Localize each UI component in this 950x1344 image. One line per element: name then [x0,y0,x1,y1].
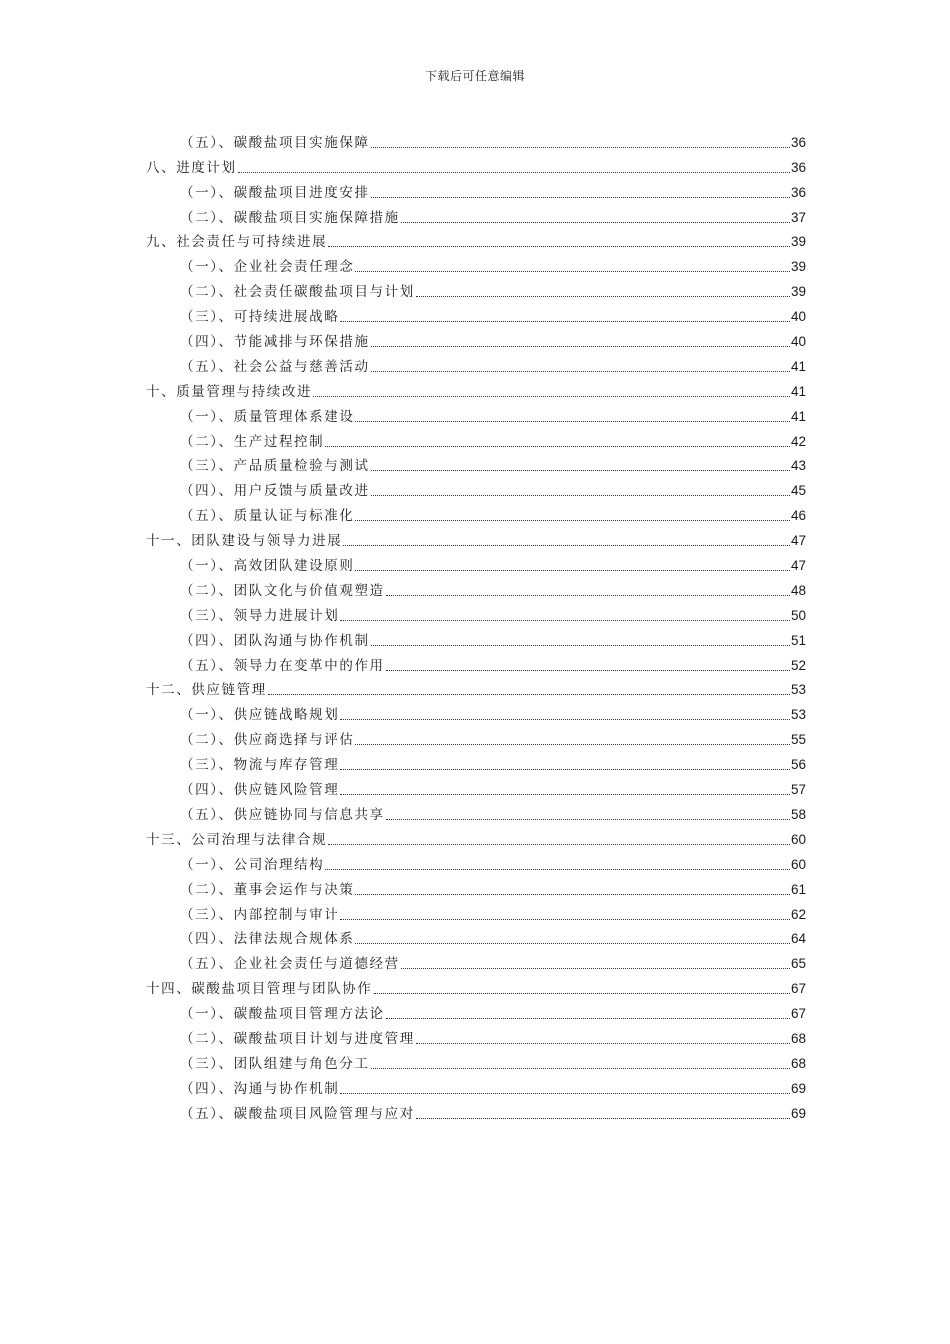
toc-dot-leader [374,992,790,994]
toc-dot-leader [328,843,790,845]
toc-entry-title: （二）、社会责任碳酸盐项目与计划 [180,284,415,301]
toc-page-number: 53 [790,682,806,698]
toc-entry-title: 八、进度计划 [146,159,237,176]
toc-dot-leader [340,718,790,720]
toc-section-entry[interactable] [146,624,806,649]
toc-section-entry[interactable] [146,275,806,300]
toc-section-entry[interactable] [146,549,806,574]
toc-page-number: 40 [790,334,806,350]
toc-dot-leader [371,494,790,496]
toc-entry-title: （二）、供应商选择与评估 [180,732,355,749]
toc-dot-leader [355,270,790,272]
toc-section-entry[interactable] [146,1022,806,1047]
toc-dot-leader [416,1117,790,1119]
toc-dot-leader [371,370,790,372]
toc-entry-title: （四）、法律法规合规体系 [180,931,355,948]
toc-section-entry[interactable] [146,201,806,226]
toc-entry-title: 九、社会责任与可持续进展 [146,234,328,251]
toc-section-entry[interactable] [146,898,806,923]
toc-entry-title: （一）、企业社会责任理念 [180,259,355,276]
toc-entry-title: （四）、团队沟通与协作机制 [180,632,370,649]
toc-section-entry[interactable] [146,698,806,723]
toc-dot-leader [313,395,790,397]
toc-entry-title: （四）、沟通与协作机制 [180,1080,340,1097]
toc-section-entry[interactable] [146,649,806,674]
toc-chapter-entry[interactable] [146,375,806,400]
toc-page-number: 39 [790,284,806,300]
toc-page-number: 46 [790,508,806,524]
toc-dot-leader [325,445,790,447]
toc-page-number: 57 [790,782,806,798]
toc-page-number: 68 [790,1030,806,1046]
toc-chapter-entry[interactable] [146,674,806,699]
toc-entry-title: （二）、生产过程控制 [180,433,325,450]
toc-page-number: 60 [790,856,806,872]
toc-section-entry[interactable] [146,425,806,450]
toc-entry-title: （三）、领导力进展计划 [180,607,340,624]
toc-entry-title: （五）、企业社会责任与道德经营 [180,956,400,973]
toc-page-number: 51 [790,632,806,648]
toc-entry-title: 十二、供应链管理 [146,682,267,699]
toc-section-entry[interactable] [146,997,806,1022]
toc-dot-leader [386,818,790,820]
toc-dot-leader [355,893,790,895]
toc-section-entry[interactable] [146,474,806,499]
toc-entry-title: （五）、质量认证与标准化 [180,508,355,525]
toc-dot-leader [416,295,790,297]
toc-page-number: 52 [790,657,806,673]
toc-section-entry[interactable] [146,499,806,524]
toc-page-number: 36 [790,134,806,150]
toc-page-number: 67 [790,981,806,997]
toc-entry-title: （五）、碳酸盐项目实施保障 [180,134,370,151]
toc-entry-title: （一）、高效团队建设原则 [180,558,355,575]
toc-entry-title: （二）、碳酸盐项目计划与进度管理 [180,1030,415,1047]
toc-section-entry[interactable] [146,723,806,748]
toc-page-number: 48 [790,582,806,598]
toc-dot-leader [386,669,790,671]
toc-dot-leader [340,1092,790,1094]
toc-page-number: 39 [790,259,806,275]
toc-dot-leader [371,345,790,347]
toc-page-number: 40 [790,309,806,325]
toc-section-entry[interactable] [146,1072,806,1097]
toc-dot-leader [371,146,790,148]
toc-page-number: 42 [790,433,806,449]
toc-dot-leader [325,868,790,870]
toc-section-entry[interactable] [146,923,806,948]
toc-dot-leader [328,245,790,247]
toc-section-entry[interactable] [146,848,806,873]
toc-entry-title: （一）、碳酸盐项目进度安排 [180,184,370,201]
toc-dot-leader [371,644,790,646]
toc-entry-title: （二）、团队文化与价值观塑造 [180,582,385,599]
toc-entry-title: （一）、供应链战略规划 [180,707,340,724]
toc-page-number: 39 [790,234,806,250]
toc-page-number: 36 [790,184,806,200]
toc-dot-leader [386,594,790,596]
toc-page-number: 55 [790,732,806,748]
toc-page-number: 67 [790,1006,806,1022]
toc-dot-leader [355,519,790,521]
toc-page-number: 41 [790,408,806,424]
toc-section-entry[interactable] [146,748,806,773]
page-header: 下载后可任意编辑 [424,69,525,83]
toc-page-number: 41 [790,358,806,374]
toc-section-entry[interactable] [146,126,806,151]
toc-chapter-entry[interactable] [146,823,806,848]
toc-dot-leader [268,693,790,695]
toc-dot-leader [340,320,790,322]
toc-section-entry[interactable] [146,300,806,325]
toc-section-entry[interactable] [146,798,806,823]
toc-page-number: 50 [790,607,806,623]
toc-chapter-entry[interactable] [146,524,806,549]
toc-section-entry[interactable] [146,250,806,275]
toc-page-number: 43 [790,458,806,474]
toc-page-number: 58 [790,806,806,822]
toc-dot-leader [371,469,790,471]
toc-page-number: 69 [790,1080,806,1096]
toc-dot-leader [340,793,790,795]
toc-section-entry[interactable] [146,574,806,599]
table-of-contents [146,126,806,1122]
toc-dot-leader [401,221,790,223]
toc-section-entry[interactable] [146,773,806,798]
toc-section-entry[interactable] [146,325,806,350]
toc-page-number: 37 [790,209,806,225]
toc-entry-title: （五）、供应链协同与信息共享 [180,806,385,823]
toc-dot-leader [355,420,790,422]
toc-entry-title: 十四、碳酸盐项目管理与团队协作 [146,981,373,998]
toc-entry-title: （四）、用户反馈与质量改进 [180,483,370,500]
toc-page-number: 47 [790,558,806,574]
toc-section-entry[interactable] [146,400,806,425]
toc-section-entry[interactable] [146,450,806,475]
toc-entry-title: 十三、公司治理与法律合规 [146,831,328,848]
toc-dot-leader [340,619,790,621]
toc-entry-title: （三）、内部控制与审计 [180,906,340,923]
toc-entry-title: （三）、可持续进展战略 [180,309,340,326]
toc-entry-title: （五）、碳酸盐项目风险管理与应对 [180,1105,415,1122]
toc-section-entry[interactable] [146,947,806,972]
toc-chapter-entry[interactable] [146,151,806,176]
toc-entry-title: （五）、领导力在变革中的作用 [180,657,385,674]
toc-chapter-entry[interactable] [146,226,806,251]
toc-page-number: 62 [790,906,806,922]
toc-dot-leader [401,967,790,969]
toc-entry-title: （三）、产品质量检验与测试 [180,458,370,475]
toc-entry-title: （二）、碳酸盐项目实施保障措施 [180,209,400,226]
toc-page-number: 60 [790,831,806,847]
toc-page-number: 45 [790,483,806,499]
toc-dot-leader [416,1042,790,1044]
toc-dot-leader [355,942,790,944]
toc-dot-leader [355,569,790,571]
toc-section-entry[interactable] [146,176,806,201]
toc-entry-title: （一）、公司治理结构 [180,856,325,873]
toc-entry-title: （四）、节能减排与环保措施 [180,334,370,351]
toc-page-number: 68 [790,1055,806,1071]
toc-dot-leader [371,196,790,198]
toc-page-number: 47 [790,533,806,549]
toc-entry-title: （三）、物流与库存管理 [180,757,340,774]
toc-dot-leader [340,918,790,920]
toc-dot-leader [238,171,790,173]
toc-page-number: 53 [790,707,806,723]
toc-page-number: 61 [790,881,806,897]
toc-dot-leader [343,544,790,546]
toc-dot-leader [386,1017,790,1019]
toc-entry-title: （五）、社会公益与慈善活动 [180,358,370,375]
toc-dot-leader [371,1067,790,1069]
toc-page-number: 64 [790,931,806,947]
toc-section-entry[interactable] [146,1097,806,1122]
toc-section-entry[interactable] [146,350,806,375]
toc-section-entry[interactable] [146,599,806,624]
toc-section-entry[interactable] [146,873,806,898]
toc-entry-title: （三）、团队组建与角色分工 [180,1055,370,1072]
toc-entry-title: （一）、碳酸盐项目管理方法论 [180,1006,385,1023]
toc-entry-title: （二）、董事会运作与决策 [180,881,355,898]
toc-entry-title: 十、质量管理与持续改进 [146,383,313,400]
toc-dot-leader [340,768,790,770]
toc-entry-title: （一）、质量管理体系建设 [180,408,355,425]
toc-page-number: 36 [790,159,806,175]
toc-page-number: 56 [790,757,806,773]
toc-section-entry[interactable] [146,1047,806,1072]
toc-page-number: 41 [790,383,806,399]
toc-entry-title: 十一、团队建设与领导力进展 [146,533,343,550]
toc-page-number: 65 [790,956,806,972]
toc-dot-leader [355,743,790,745]
toc-chapter-entry[interactable] [146,972,806,997]
toc-page-number: 69 [790,1105,806,1121]
toc-entry-title: （四）、供应链风险管理 [180,782,340,799]
